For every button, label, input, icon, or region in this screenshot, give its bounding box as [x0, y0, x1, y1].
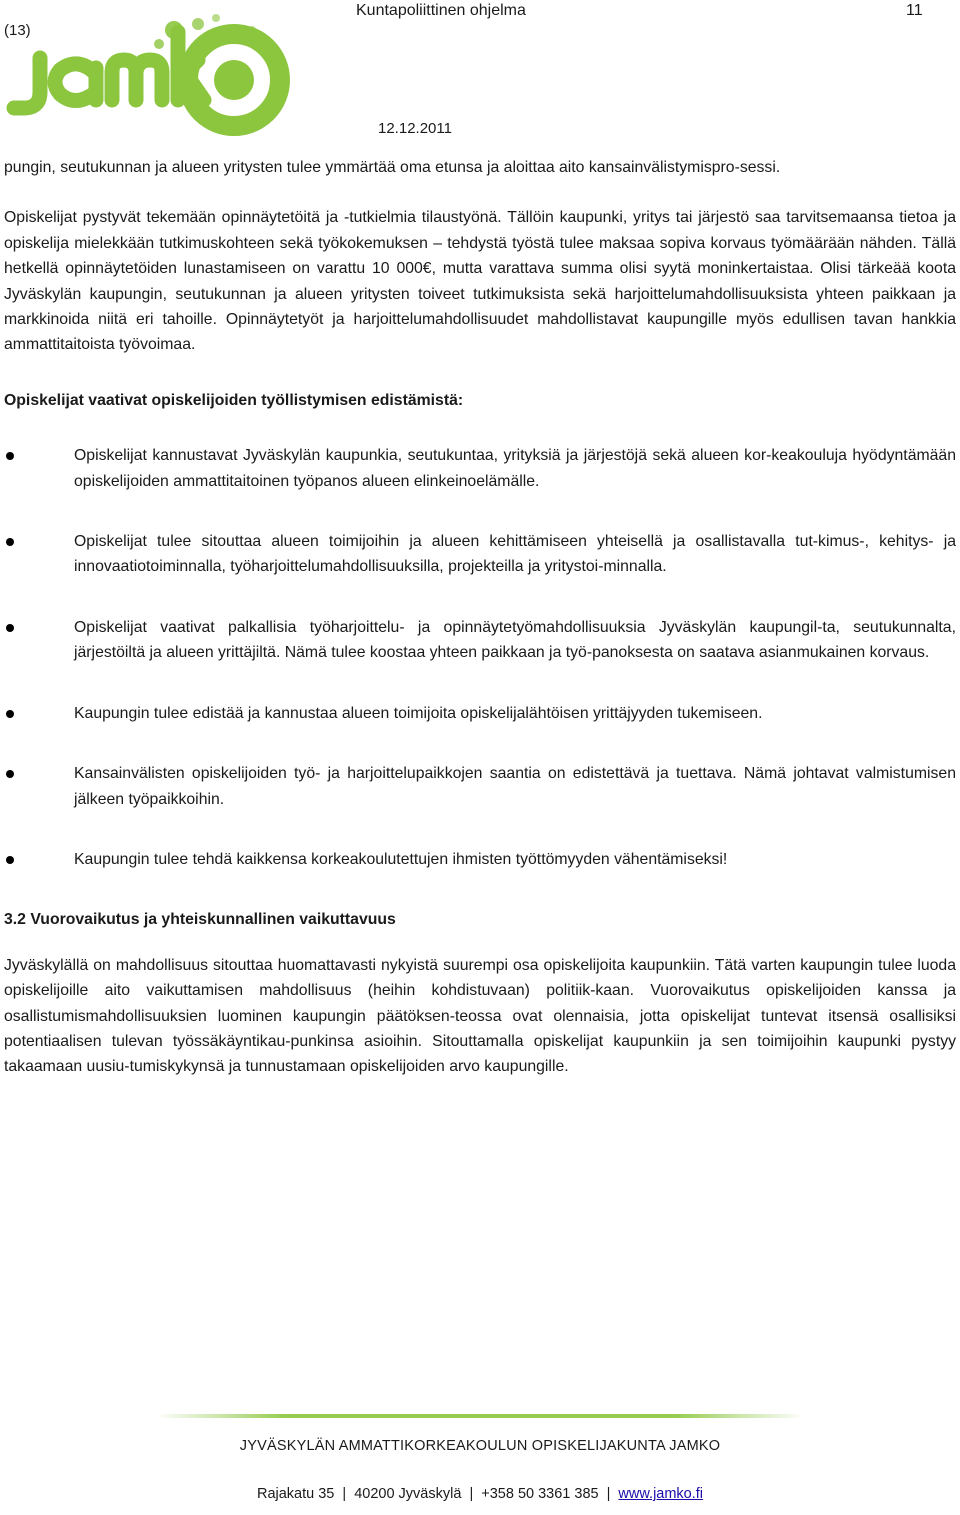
list-item: Opiskelijat kannustavat Jyväskylän kaupunkia, seutukuntaa, yrityksiä ja järjestöjä sekä alueen kor-keakouluja hyödyntämään opiskelijoiden ammattitaitoinen työpanos alueen elinkeinoelämälle. [4, 443, 956, 494]
section-body: Jyväskylällä on mahdollisuus sitouttaa huomattavasti nykyistä suurempi osa opiskelijoita kaupunkiin. Tätä varten kaupungin tulee luoda opiskelijoille aito vaikuttamisen mahdollisuus (heihin kohdistuvaan) politiik-kaan. Vuorovaikutus opiskelijoiden kanssa ja osallistumismahdollisuuksien luominen kaupungin päätöksen-teossa ovat olennaisia, jotta opiskelijat tuntevat itsensä osallisiksi potentiaalisen tulevan työssäkäyntikau-punkinsa asioihin. Sitouttamalla opiskelijat kaupunkiin ja sen toimijoihin kaupunki pystyy takaamaan uusiu-tumiskykynsä ja tunnustamaan opiskelijoiden arvo kaupungille. [4, 956, 956, 1076]
footer-organization: JYVÄSKYLÄN AMMATTIKORKEAKOULUN OPISKELIJAKUNTA JAMKO [239, 1438, 721, 1454]
footer-divider [155, 1414, 805, 1418]
footer-separator: | [606, 1486, 611, 1502]
header-date: 12.12.2011 [378, 120, 452, 137]
bullet-icon [6, 770, 14, 778]
bullet-icon [6, 538, 14, 546]
bullet-icon [6, 452, 14, 460]
list-item: Kaupungin tulee tehdä kaikkensa korkeakoulutettujen ihmisten työttömyyden vähentämiseksi! [4, 847, 956, 872]
bullet-icon [6, 856, 14, 864]
footer-phone: +358 50 3361 385 [481, 1486, 599, 1502]
footer-separator: | [469, 1486, 474, 1502]
document-body [4, 155, 956, 1080]
footer-postal: 40200 Jyväskylä [354, 1486, 462, 1502]
demands-heading: Opiskelijat vaativat opiskelijoiden työllistymisen edistämistä: [4, 391, 464, 409]
list-item: Kansainvälisten opiskelijoiden työ- ja harjoittelupaikkojen saantia on edistettävä ja tuettava. Nämä johtavat valmistumisen jälkeen työpaikkoihin. [4, 761, 956, 812]
footer-contact [0, 1486, 960, 1502]
footer-separator: | [342, 1486, 347, 1502]
bullet-icon [6, 710, 14, 718]
bullet-icon [6, 624, 14, 632]
jamko-logo [2, 8, 292, 138]
demands-list [4, 443, 956, 872]
list-item: Opiskelijat vaativat palkallisia työharjoittelu- ja opinnäytetyömahdollisuuksia Jyväskylän kaupungil-ta, seutukunnalta, järjestöiltä ja alueen yrittäjiltä. Nämä tulee koostaa yhteen paikkaan ja työ-panoksesta on saatava asianmukainen korvaus. [4, 615, 956, 666]
list-item: Kaupungin tulee edistää ja kannustaa alueen toimijoita opiskelijalähtöisen yrittäjyyden tukemiseen. [4, 701, 956, 726]
page-parens-number: (13) [4, 22, 31, 39]
list-item: Opiskelijat tulee sitouttaa alueen toimijoihin ja alueen kehittämiseen yhteisellä ja osallistavalla tut-kimus-, kehitys- ja innovaatiotoiminnalla, työharjoittelumahdollisuuksilla, projekteilla ja yritystoi-minnalla. [4, 529, 956, 580]
section-heading: 3.2 Vuorovaikutus ja yhteiskunnallinen vaikuttavuus [4, 911, 396, 929]
header-page-number: 11 [906, 2, 923, 19]
header-title: Kuntapoliittinen ohjelma [356, 2, 526, 19]
footer-address: Rajakatu 35 [256, 1486, 335, 1502]
paragraph-intro-continuation: pungin, seutukunnan ja alueen yritysten tulee ymmärtää oma etunsa ja aloittaa aito kansainvälistymispro-sessi. [4, 159, 781, 176]
footer-website-link[interactable]: www.jamko.fi [618, 1486, 704, 1502]
paragraph-thesis: Opiskelijat pystyvät tekemään opinnäytetöitä ja -tutkielmia tilaustyönä. Tällöin kaupunki, yritys tai järjestö saa tarvitsemaansa tietoa ja opiskelija mielekkään tutkimuskohteen sekä työkokemuksen – tehdystä työstä tulee maksaa sopiva korvaus työmäärään nähden. Tällä hetkellä opinnäytetöiden lunastamiseen on varattu 10 000€, mutta varattava summa olisi syytä moninkertaistaa. Olisi tärkeää koota Jyväskylän kaupungin, seutukunnan ja alueen yritysten toiveet tutkimuksista sekä harjoittelumahdollisuuksista yhteen paikkaan ja markkinoida niitä eri tahoille. Opinnäytetyöt ja harjoittelumahdollisuudet mahdollistavat kaupungille myös edullisen tavan hankkia ammattitaitoista työvoimaa. [4, 209, 956, 354]
